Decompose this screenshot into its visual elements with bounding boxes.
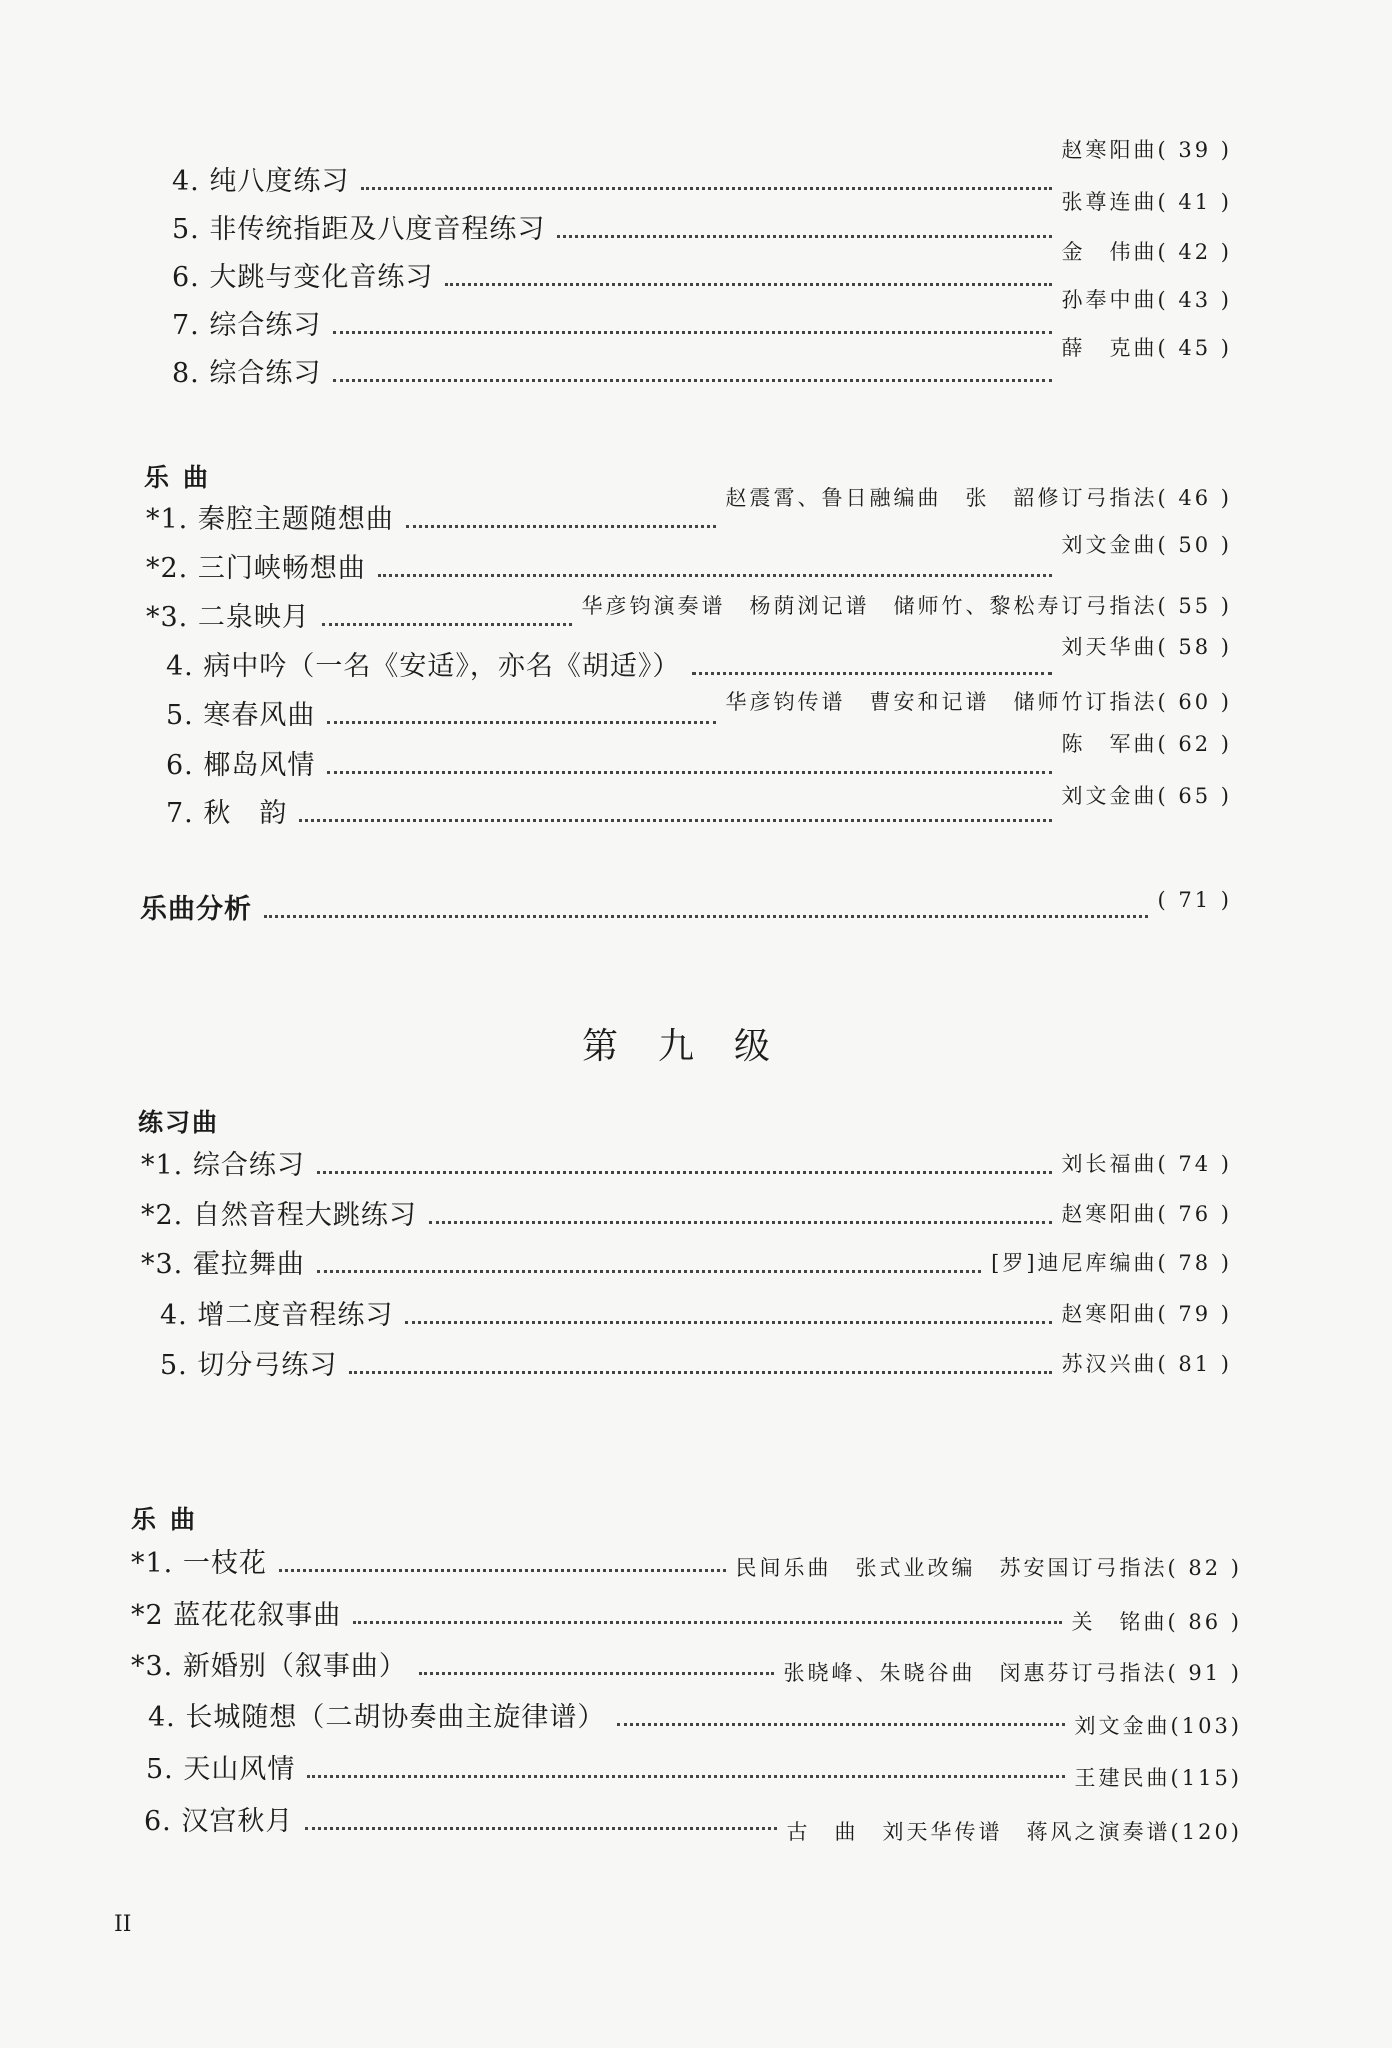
- entry-title: 4. 长城随想（二胡协奏曲主旋律谱）: [148, 1702, 606, 1733]
- entry-title: *1. 一枝花: [131, 1548, 267, 1579]
- entry-credit: 陈 军曲( 62 ): [1061, 732, 1232, 756]
- entry-credit: 刘天华曲( 58 ): [1061, 635, 1232, 659]
- toc-entry[interactable]: [131, 1592, 1242, 1632]
- dot-leader: [307, 1775, 1064, 1778]
- entry-title: *2. 自然音程大跳练习: [141, 1200, 417, 1231]
- toc-entry[interactable]: [166, 732, 1232, 782]
- dot-leader: [692, 672, 1051, 675]
- entry-title: 5. 切分弓练习: [160, 1350, 338, 1381]
- entry-credit: 关 铭曲( 86 ): [1071, 1610, 1242, 1634]
- page-number: II: [114, 1912, 132, 1937]
- dot-leader: [327, 721, 715, 724]
- toc-entry[interactable]: [141, 1241, 1232, 1281]
- entry-credit: 苏汉兴曲( 81 ): [1061, 1352, 1232, 1376]
- entry-credit: 孙奉中曲( 43 ): [1061, 288, 1232, 312]
- entry-credit: 刘文金曲( 50 ): [1061, 533, 1232, 557]
- toc-entry[interactable]: [166, 784, 1232, 830]
- toc-entry[interactable]: [146, 533, 1232, 585]
- entry-credit: 张尊连曲( 41 ): [1061, 190, 1232, 214]
- entry-credit: 薛 克曲( 45 ): [1061, 336, 1232, 360]
- entry-title: 6. 椰岛风情: [166, 750, 316, 781]
- toc-entry[interactable]: [131, 1643, 1242, 1683]
- entry-title: 8. 综合练习: [172, 358, 322, 389]
- toc-entry[interactable]: [144, 1798, 1242, 1844]
- dot-leader: [317, 1270, 981, 1273]
- toc-entry[interactable]: [148, 1694, 1242, 1738]
- dot-leader: [305, 1827, 776, 1830]
- dot-leader: [378, 574, 1052, 577]
- dot-leader: [361, 187, 1051, 190]
- entry-title: 5. 寒春风曲: [166, 700, 316, 731]
- dot-leader: [279, 1569, 726, 1572]
- entry-credit: 华彦钧演奏谱 杨荫浏记谱 储师竹、黎松寿订弓指法( 55 ): [581, 594, 1232, 618]
- entry-title: *3. 二泉映月: [146, 602, 310, 633]
- dot-leader: [322, 623, 572, 626]
- entry-title: 5. 天山风情: [146, 1754, 296, 1785]
- dot-leader: [349, 1371, 1051, 1374]
- entry-title: 4. 纯八度练习: [172, 166, 350, 197]
- entry-title: 7. 秋 韵: [166, 798, 288, 829]
- entry-page: ( 71 ): [1157, 888, 1232, 912]
- entry-title: *2. 三门峡畅想曲: [146, 553, 366, 584]
- toc-entry[interactable]: [166, 692, 1232, 732]
- entry-title: *2 蓝花花叙事曲: [131, 1600, 342, 1631]
- section-heading-pieces: 乐曲: [144, 463, 223, 492]
- toc-entry-analysis[interactable]: [140, 886, 1232, 926]
- dot-leader: [429, 1221, 1052, 1224]
- entry-credit: 刘文金曲( 65 ): [1061, 784, 1232, 808]
- entry-title: *1. 秦腔主题随想曲: [146, 504, 394, 535]
- dot-leader: [333, 379, 1051, 382]
- entry-credit: 赵震霄、鲁日融编曲 张 韶修订弓指法( 46 ): [725, 486, 1232, 510]
- dot-leader: [617, 1723, 1064, 1726]
- dot-leader: [317, 1171, 1052, 1174]
- entry-credit: 金 伟曲( 42 ): [1061, 240, 1232, 264]
- entry-title: 5. 非传统指距及八度音程练习: [172, 214, 546, 245]
- dot-leader: [405, 1321, 1051, 1324]
- entry-title: *1. 综合练习: [141, 1150, 305, 1181]
- dot-leader: [299, 819, 1051, 822]
- toc-entry[interactable]: [141, 1192, 1232, 1232]
- entry-title: 7. 综合练习: [172, 310, 322, 341]
- section-heading-etudes: 练习曲: [138, 1108, 220, 1137]
- entry-credit: 民间乐曲 张式业改编 苏安国订弓指法( 82 ): [735, 1556, 1242, 1580]
- entry-title: 乐曲分析: [140, 894, 252, 925]
- entry-title: 6. 汉宫秋月: [144, 1806, 294, 1837]
- toc-entry[interactable]: [172, 336, 1232, 390]
- entry-credit: 张晓峰、朱晓谷曲 闵惠芬订弓指法( 91 ): [783, 1661, 1242, 1685]
- toc-entry[interactable]: [131, 1540, 1242, 1580]
- entry-credit: 古 曲 刘天华传谱 蒋风之演奏谱(120): [786, 1820, 1242, 1844]
- section-heading-pieces: 乐曲: [131, 1505, 210, 1534]
- toc-entry[interactable]: [160, 1292, 1232, 1332]
- entry-title: 6. 大跳与变化音练习: [172, 262, 434, 293]
- toc-entry[interactable]: [166, 635, 1232, 683]
- entry-credit: [罗]迪尼库编曲( 78 ): [991, 1251, 1232, 1275]
- toc-entry[interactable]: [146, 594, 1232, 634]
- entry-credit: 赵寒阳曲( 39 ): [1061, 138, 1232, 162]
- dot-leader: [333, 331, 1051, 334]
- dot-leader: [445, 283, 1051, 286]
- dot-leader: [419, 1672, 774, 1675]
- toc-entry[interactable]: [160, 1342, 1232, 1382]
- entry-credit: 赵寒阳曲( 79 ): [1061, 1302, 1232, 1326]
- entry-title: *3. 新婚别（叙事曲）: [131, 1651, 407, 1682]
- dot-leader: [557, 235, 1051, 238]
- entry-credit: 刘长福曲( 74 ): [1061, 1152, 1232, 1176]
- toc-entry[interactable]: [141, 1142, 1232, 1182]
- level-title: 第九级: [581, 1026, 810, 1067]
- dot-leader: [406, 525, 716, 528]
- entry-title: 4. 病中吟（一名《安适》，亦名《胡适》）: [166, 651, 681, 682]
- toc-entry[interactable]: [146, 1746, 1242, 1790]
- entry-credit: 刘文金曲(103): [1074, 1714, 1242, 1738]
- dot-leader: [327, 771, 1051, 774]
- entry-credit: 华彦钧传谱 曹安和记谱 储师竹订指法( 60 ): [725, 690, 1232, 714]
- entry-title: 4. 增二度音程练习: [160, 1300, 394, 1331]
- entry-credit: 王建民曲(115): [1074, 1766, 1242, 1790]
- dot-leader: [264, 915, 1148, 918]
- entry-title: *3. 霍拉舞曲: [141, 1249, 305, 1280]
- entry-credit: 赵寒阳曲( 76 ): [1061, 1202, 1232, 1226]
- dot-leader: [353, 1621, 1061, 1624]
